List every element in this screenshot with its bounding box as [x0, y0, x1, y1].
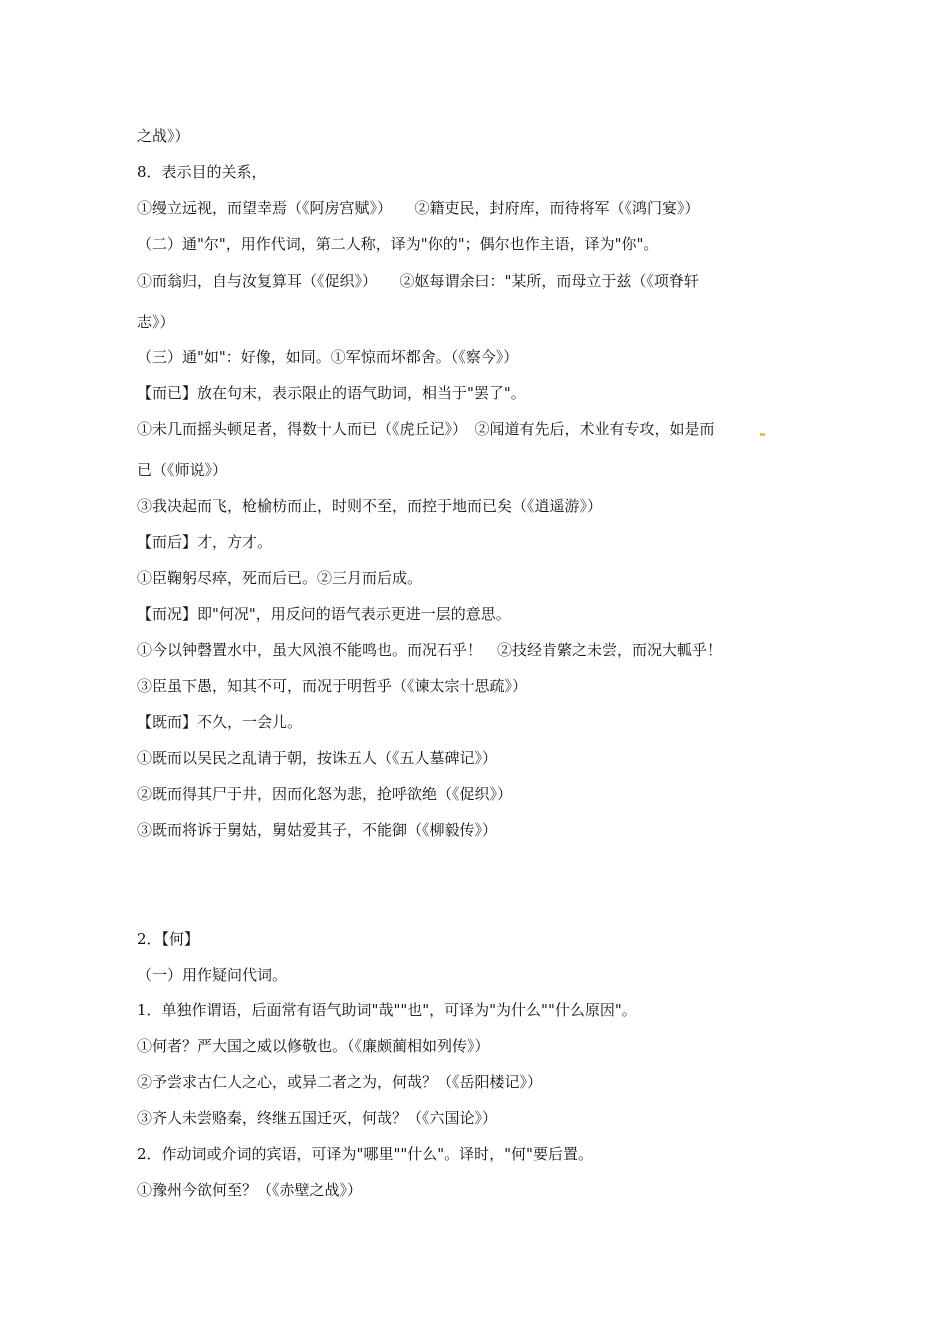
section-heading: 2．【何】	[137, 930, 200, 948]
text-line: （一）用作疑问代词。	[137, 966, 288, 984]
text-line: 志》）	[137, 313, 175, 331]
text-line: ②予尝求古仁人之心，或异二者之为，何哉？（《岳阳楼记》）	[137, 1073, 543, 1091]
text-line: ①既而以吴民之乱请于朝，按诛五人（《五人墓碑记》）	[137, 749, 498, 767]
text-line: 【而后】才，方才。	[137, 533, 273, 551]
text-line: 之战》）	[137, 127, 190, 145]
text-line: ③既而将诉于舅姑，舅姑爱其子，不能御（《柳毅传》）	[137, 821, 498, 839]
text-line: ①今以钟磬置水中，虽大风浪不能鸣也。而况石乎！ ②技经肯綮之未尝，而况大軱乎！	[137, 641, 723, 659]
text-line: ①缦立远视，而望幸焉（《阿房宫赋》） ②籍吏民，封府库，而待将军（《鸿门宴》）	[137, 199, 700, 217]
text-line: 1．单独作谓语，后面常有语气助词"哉""也"，可译为"为什么""什么原因"。	[137, 1001, 637, 1019]
text-line: ③臣虽下愚，知其不可，而况于明哲乎（《谏太宗十思疏》）	[137, 677, 528, 695]
text-line: ①未几而摇头顿足者，得数十人而已（《虎丘记》） ②闻道有先后，术业有专攻，如是而	[137, 420, 715, 438]
text-line: ①而翁归，自与汝复算耳（《促织》） ②妪每谓余曰："某所，而母立于兹（《项脊轩	[137, 272, 699, 290]
text-line: 2．作动词或介词的宾语，可译为"哪里""什么"。译时，"何"要后置。	[137, 1145, 593, 1163]
text-line: （三）通"如"：好像，如同。①军惊而坏都舍。（《察今》）	[137, 348, 519, 366]
text-line: ②既而得其尸于井，因而化怒为悲，抢呼欲绝（《促织》）	[137, 785, 513, 803]
editor-mark	[760, 433, 765, 436]
text-line: ①何者？严大国之威以修敬也。（《廉颇蔺相如列传》）	[137, 1037, 490, 1055]
text-line: 已（《师说》）	[137, 461, 228, 479]
text-line: ③我决起而飞，枪榆枋而止，时则不至，而控于地而已矣（《逍遥游》）	[137, 497, 603, 515]
text-line: 【而已】放在句末，表示限止的语气助词，相当于"罢了"。	[137, 384, 526, 402]
text-line: （二）通"尔"，用作代词，第二人称，译为"你的"；偶尔也作主语，译为"你"。	[137, 235, 659, 253]
text-line: 【既而】不久，一会儿。	[137, 713, 303, 731]
text-line: ③齐人未尝赂秦，终继五国迁灭，何哉？（《六国论》）	[137, 1109, 498, 1127]
text-line: ①豫州今欲何至？（《赤壁之战》）	[137, 1181, 363, 1199]
text-line: ①臣鞠躬尽瘁，死而后已。②三月而后成。	[137, 569, 423, 587]
text-line: 8．表示目的关系，	[137, 163, 267, 181]
text-line: 【而况】即"何况"，用反问的语气表示更进一层的意思。	[137, 605, 511, 623]
